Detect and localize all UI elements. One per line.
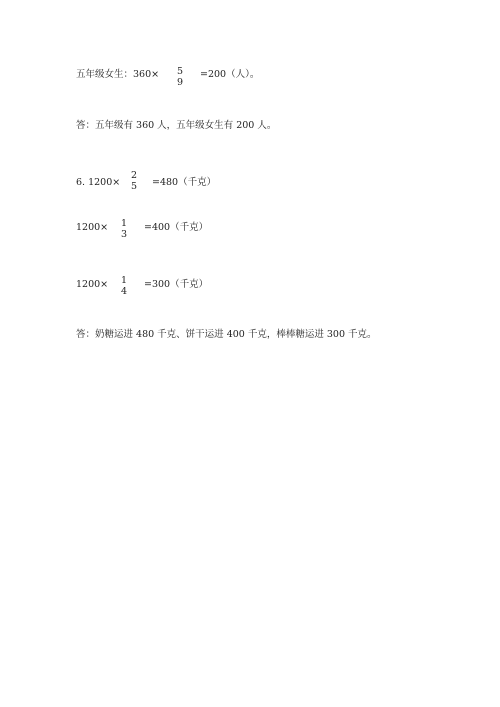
fraction-numerator: 2 <box>130 170 138 181</box>
answer-text: 答：五年级有 360 人，五年级女生有 200 人。 <box>76 120 277 131</box>
answer-text: 答：奶糖运进 480 千克、饼干运进 400 千克，棒棒糖运进 300 千克。 <box>76 329 377 340</box>
fraction-denominator: 4 <box>120 286 128 297</box>
equation-left: 五年级女生：360× <box>76 69 160 80</box>
fraction <box>119 275 129 297</box>
fraction <box>129 170 139 192</box>
equation-right: =300（千克） <box>144 279 209 290</box>
fraction <box>175 66 185 88</box>
fraction-denominator: 9 <box>176 77 184 88</box>
equation-right: =480（千克） <box>152 177 217 188</box>
equation-left: 6. 1200× <box>76 177 121 188</box>
equation-left: 1200× <box>76 279 109 290</box>
fraction-denominator: 5 <box>130 181 138 192</box>
fraction-denominator: 3 <box>120 229 128 240</box>
equation-left: 1200× <box>76 222 109 233</box>
fraction <box>119 218 129 240</box>
fraction-numerator: 1 <box>120 218 128 229</box>
equation-right: =200（人）。 <box>200 69 260 80</box>
equation-right: =400（千克） <box>144 222 209 233</box>
fraction-numerator: 1 <box>120 275 128 286</box>
fraction-numerator: 5 <box>176 66 184 77</box>
